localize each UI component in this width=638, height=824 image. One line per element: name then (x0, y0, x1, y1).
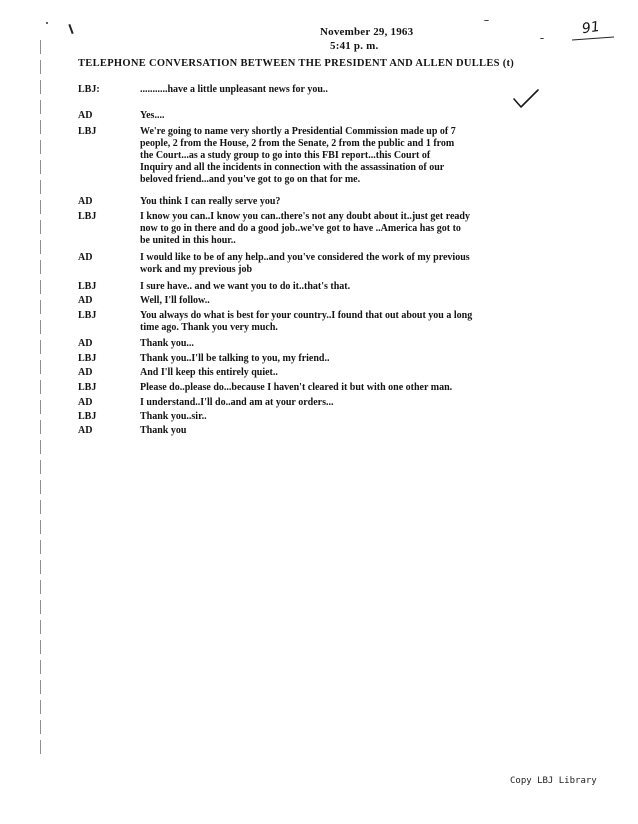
speaker-label: AD (78, 397, 93, 408)
speaker-label: AD (78, 196, 93, 207)
speaker-label: LBJ (78, 411, 97, 422)
dialogue-text: Thank you..sir.. (140, 411, 207, 422)
speaker-label: LBJ: (78, 84, 100, 95)
dialogue-text: I understand..I'll do..and am at your orders... (140, 397, 334, 408)
dialogue-text: work and my previous job (140, 264, 253, 275)
corner-tick (68, 24, 73, 34)
page-number: 91 (580, 18, 601, 38)
header-date: November 29, 1963 (320, 26, 414, 38)
header-time: 5:41 p. m. (330, 40, 379, 52)
speck (540, 38, 544, 39)
speaker-label: LBJ (78, 126, 97, 137)
dialogue-text: I know you can..I know you can..there's not any doubt about it..just get ready (140, 211, 470, 222)
dialogue-text: I sure have.. and we want you to do it..that's that. (140, 281, 351, 292)
dialogue-text: Thank you... (140, 338, 194, 349)
dialogue-text: beloved friend...and you've got to go on that for me. (140, 174, 361, 185)
speaker-label: AD (78, 425, 93, 436)
document-title: TELEPHONE CONVERSATION BETWEEN THE PRESIDENT AND ALLEN DULLES (t) (78, 58, 515, 69)
speck (484, 20, 489, 21)
dialogue-text: We're going to name very shortly a Presidential Commission made up of 7 (140, 126, 456, 137)
dialogue-text: You think I can really serve you? (140, 196, 281, 207)
dialogue-text: time ago. Thank you very much. (140, 322, 278, 333)
dialogue-text: And I'll keep this entirely quiet.. (140, 367, 278, 378)
dialogue-text: now to go in there and do a good job..we've got to have ..America has got to (140, 223, 461, 234)
speaker-label: LBJ (78, 281, 97, 292)
speaker-label: LBJ (78, 211, 97, 222)
dialogue-text: I would like to be of any help..and you've considered the work of my previous (140, 252, 470, 263)
speaker-label: AD (78, 110, 93, 121)
speaker-label: AD (78, 338, 93, 349)
dialogue-text: be united in this hour.. (140, 235, 236, 246)
speaker-label: LBJ (78, 310, 97, 321)
speck (46, 22, 48, 24)
speaker-label: AD (78, 295, 93, 306)
dialogue-text: ...........have a little unpleasant news for you.. (140, 84, 328, 95)
dialogue-text: Thank you (140, 425, 187, 436)
dialogue-text: Well, I'll follow.. (140, 295, 210, 306)
speaker-label: AD (78, 367, 93, 378)
speaker-label: LBJ (78, 353, 97, 364)
dialogue-text: the Court...as a study group to go into this FBI report...this Court of (140, 150, 431, 161)
speaker-label: LBJ (78, 382, 97, 393)
dialogue-text: Thank you..I'll be talking to you, my friend.. (140, 353, 330, 364)
dialogue-text: You always do what is best for your country..I found that out about you a long (140, 310, 473, 321)
dialogue-text: Inquiry and all the incidents in connection with the assassination of our (140, 162, 445, 173)
margin-rule (40, 40, 41, 760)
dialogue-text: Yes.... (140, 110, 165, 121)
dialogue-text: Please do..please do...because I haven't cleared it but with one other man. (140, 382, 453, 393)
dialogue-text: people, 2 from the House, 2 from the Senate, 2 from the public and 1 from (140, 138, 455, 149)
speaker-label: AD (78, 252, 93, 263)
footer-copy-notice: Copy LBJ Library (510, 776, 597, 786)
